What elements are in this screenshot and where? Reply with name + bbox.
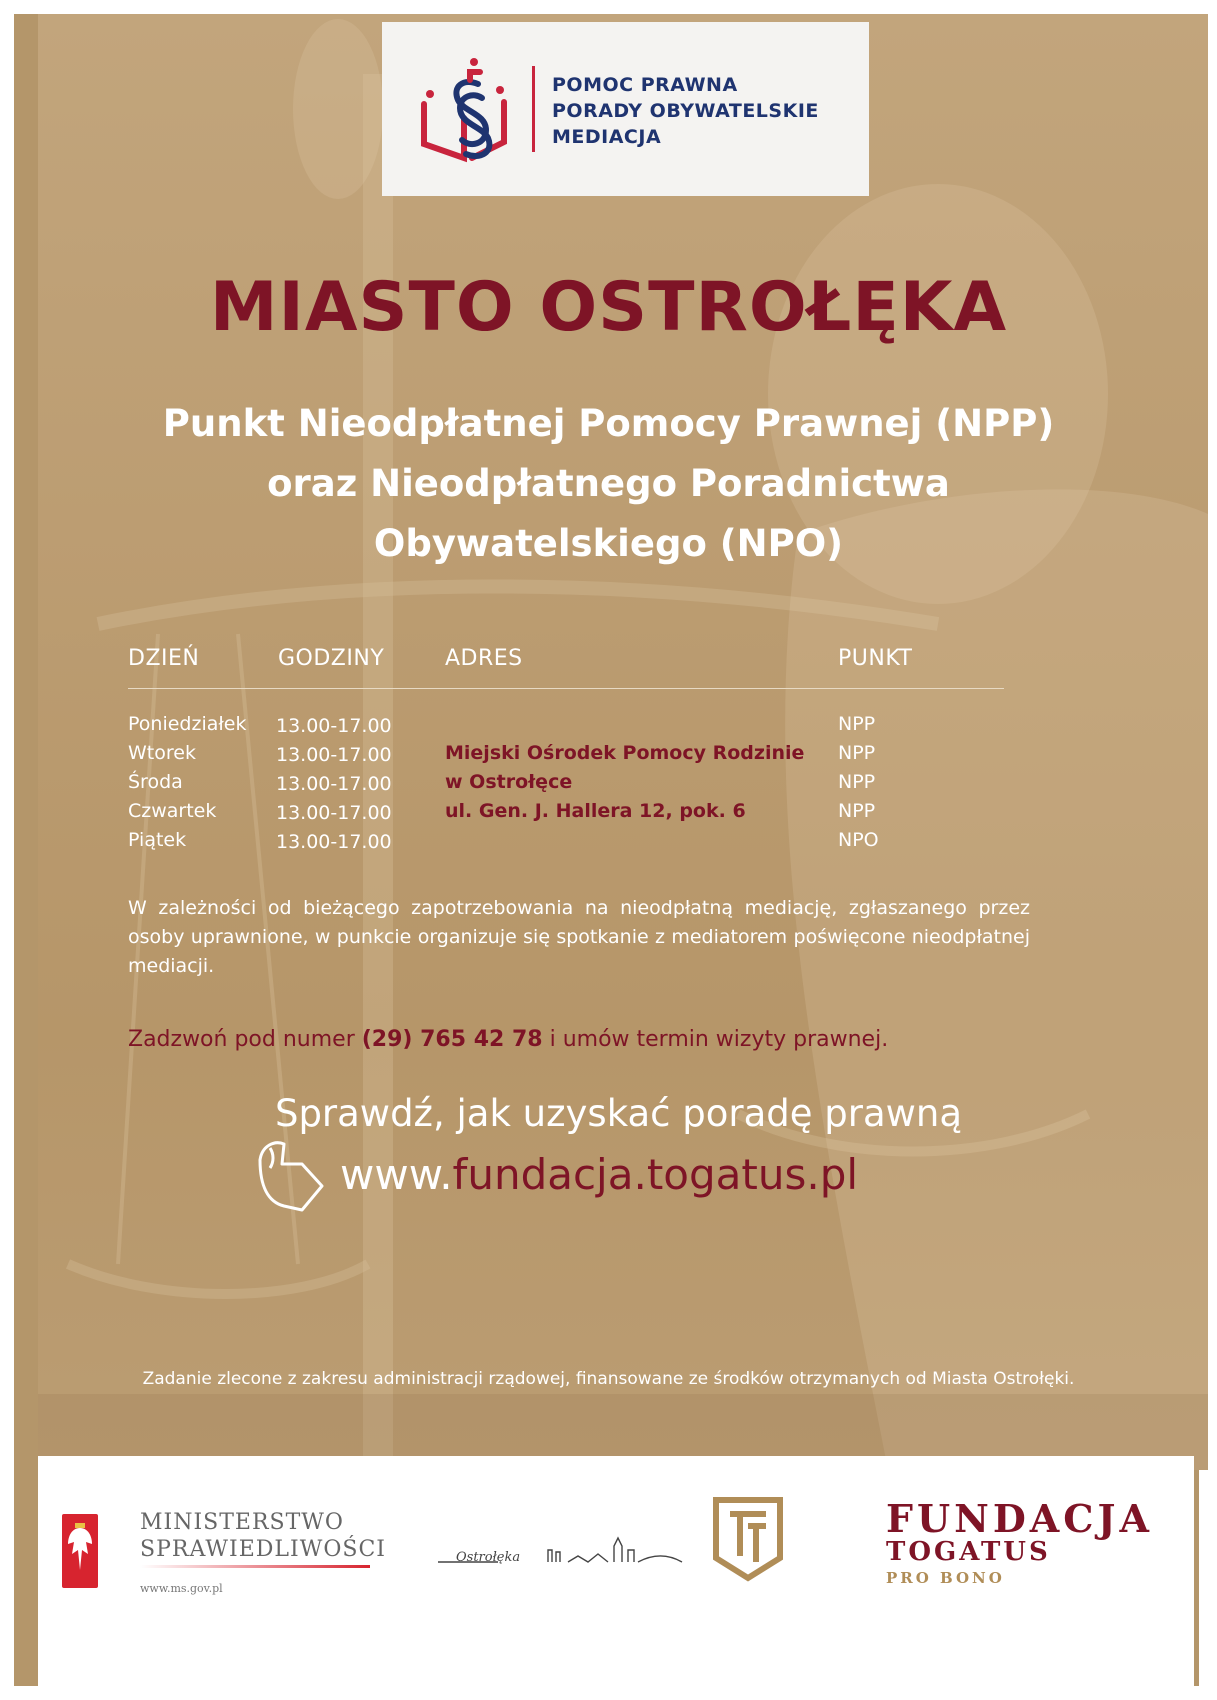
subtitle-line-3: Obywatelskiego (NPO) — [373, 522, 844, 565]
day-cell: Środa — [128, 771, 183, 793]
subtitle — [100, 394, 1117, 574]
url-domain: fundacja.togatus.pl — [452, 1150, 859, 1199]
subtitle-line-1: Punkt Nieodpłatnej Pomocy Prawnej (NPP) — [162, 402, 1055, 445]
header-address: ADRES — [445, 646, 523, 671]
address-line-3: ul. Gen. J. Hallera 12, pok. 6 — [445, 800, 746, 822]
footer-logos — [38, 1456, 1194, 1688]
foundation-logo-text — [886, 1496, 1153, 1587]
call-prefix: Zadzwoń pod numer — [128, 1027, 362, 1052]
address-line-2: w Ostrołęce — [445, 771, 573, 793]
address-line-1: Miejski Ośrodek Pomocy Rodzinie — [445, 742, 805, 764]
hours-cell: 13.00-17.00 — [276, 715, 392, 737]
point-cell: NPP — [838, 800, 876, 822]
city-skyline-icon — [438, 1534, 688, 1574]
days-column — [128, 710, 246, 855]
website-link[interactable] — [340, 1150, 858, 1199]
url-www: www. — [340, 1150, 453, 1199]
ministry-logo-text — [140, 1510, 386, 1595]
polish-eagle-icon — [62, 1514, 98, 1588]
logo-divider — [532, 66, 535, 152]
point-cell: NPP — [838, 771, 876, 793]
logo-line-1: POMOC PRAWNA — [552, 74, 738, 96]
day-cell: Czwartek — [128, 800, 217, 822]
foundation-line-2: TOGATUS — [886, 1537, 1051, 1567]
section-sign-logo-icon — [412, 22, 542, 196]
call-suffix: i umów termin wizyty prawnej. — [542, 1027, 889, 1052]
ministry-line-2: SPRAWIEDLIWOŚCI — [140, 1537, 386, 1562]
call-line — [128, 1027, 888, 1052]
funding-footnote: Zadanie zlecone z zakresu administracji rządowej, finansowane ze środków otrzymanych od Miasta Ostrołęki. — [142, 1369, 1075, 1389]
points-column — [838, 710, 879, 855]
city-logo-text: Ostrołęka — [456, 1550, 521, 1565]
logo-text — [552, 72, 819, 150]
main-title: MIASTO OSTROŁĘKA — [209, 268, 1008, 347]
check-heading: Sprawdź, jak uzyskać poradę prawną — [274, 1092, 963, 1135]
day-cell: Piątek — [128, 829, 187, 851]
hours-column — [276, 712, 392, 857]
header-divider — [128, 688, 1004, 689]
point-cell: NPO — [838, 829, 879, 851]
pomoc-prawna-logo — [382, 22, 869, 196]
header-day: DZIEŃ — [128, 646, 200, 671]
day-cell: Poniedziałek — [128, 713, 247, 735]
address-block — [445, 739, 804, 826]
subtitle-line-2: oraz Nieodpłatnego Poradnictwa — [267, 462, 950, 505]
hours-cell: 13.00-17.00 — [276, 773, 392, 795]
ministry-line-1: MINISTERSTWO — [140, 1510, 344, 1535]
point-cell: NPP — [838, 713, 876, 735]
foundation-line-1: FUNDACJA — [886, 1496, 1153, 1541]
hours-cell: 13.00-17.00 — [276, 831, 392, 853]
arrow-hand-icon — [256, 1134, 326, 1214]
phone-number[interactable]: (29) 765 42 78 — [361, 1027, 543, 1052]
ministry-url: www.ms.gov.pl — [140, 1582, 223, 1595]
hours-cell: 13.00-17.00 — [276, 744, 392, 766]
header-hours: GODZINY — [278, 646, 385, 671]
mediation-paragraph: W zależności od bieżącego zapotrzebowania na nieodpłatną mediację, zgłaszanego przez osoby uprawnione, w punkcie organizuje się spotkanie z mediatorem poświęcone nieodpłatnej mediacji. — [128, 897, 1030, 977]
logo-line-2: PORADY OBYWATELSKIE — [552, 100, 819, 122]
logo-line-3: MEDIACJA — [552, 126, 662, 148]
togatus-logo-icon — [712, 1496, 784, 1582]
hours-cell: 13.00-17.00 — [276, 802, 392, 824]
ministry-flag-stripe — [140, 1565, 370, 1568]
foundation-line-3: PRO BONO — [886, 1569, 1005, 1587]
point-cell: NPP — [838, 742, 876, 764]
header-point: PUNKT — [838, 646, 913, 671]
day-cell: Wtorek — [128, 742, 196, 764]
